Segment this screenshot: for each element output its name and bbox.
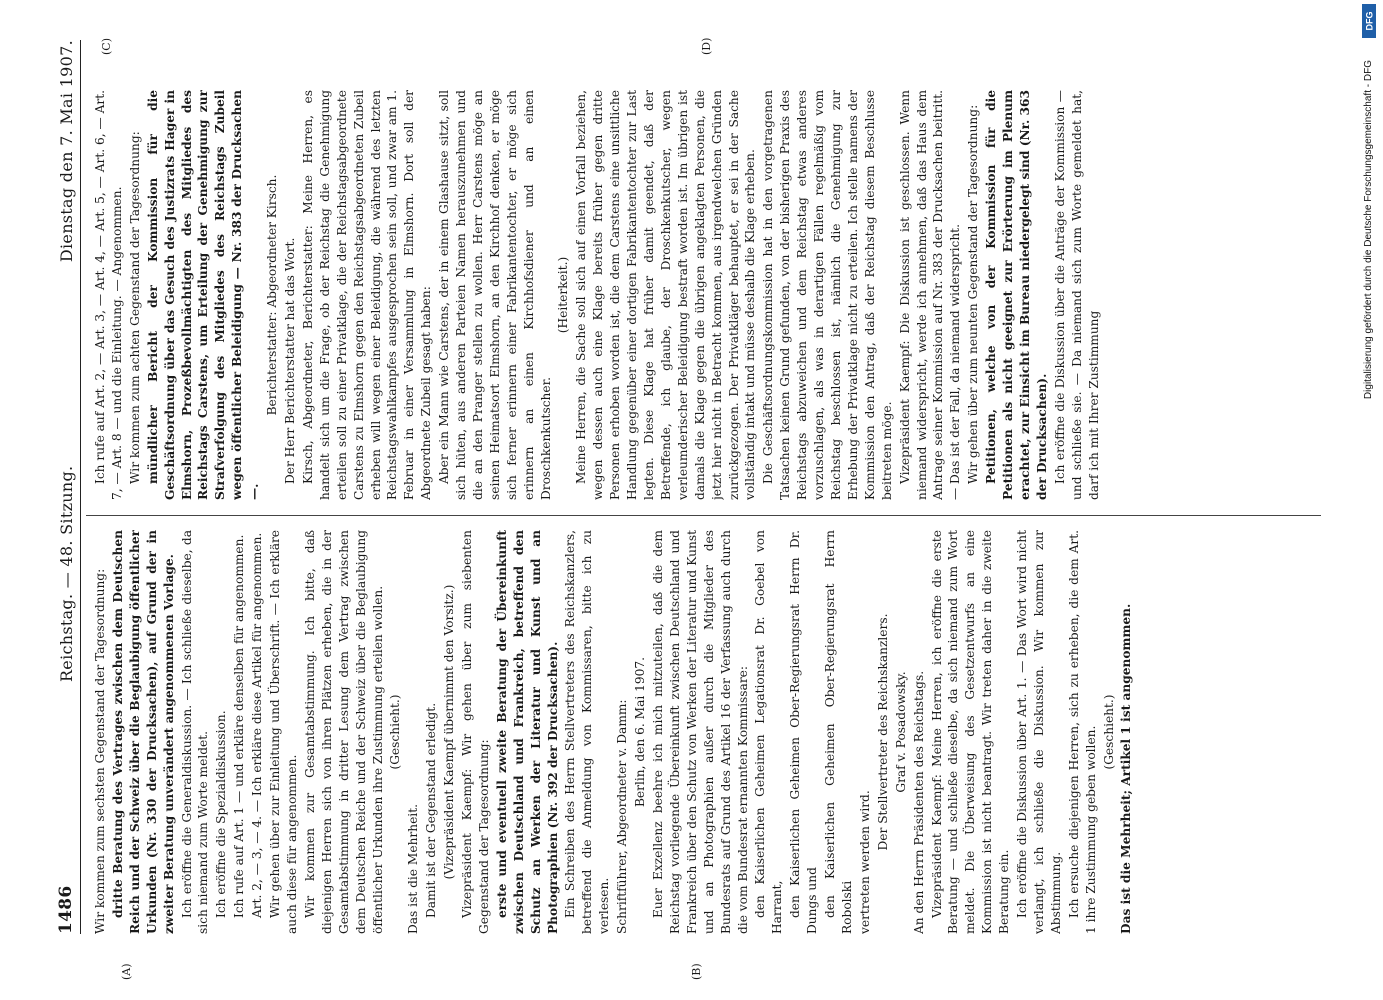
margin-mark-c: (C) xyxy=(100,38,113,55)
signature-title: Der Stellvertreter des Reichskanzlers. xyxy=(875,613,890,851)
paragraph: Wir kommen zum sechsten Gegenstand der Tagesordnung: xyxy=(93,568,107,934)
addressee: An den Herrn Präsidenten des Reichstags. xyxy=(911,670,926,934)
agenda-item: dritte Beratung des Vertrages zwischen dem Deutschen Reich und der Schweiz über die Beglaubigung öffentlicher Urkunden (Nr. 330 der Drucksachen), auf Grund der in zweiter Beratung unverändert angenommenen Vorlage. xyxy=(110,530,176,934)
paragraph: vertreten werden wird. xyxy=(857,790,872,934)
header-session: Reichstag. — 48. Sitzung. xyxy=(57,465,76,683)
speaker-paragraph: Vizepräsident Kaempf: Meine Herren, ich eröffne die erste Beratung — und schließe dieselbe, da sich niemand zum Wort meldet. Die Überweisung des Gesetzentwurfs an eine Kommission ist nicht beantragt. Wir treten daher in die zweite Beratung ein. xyxy=(929,530,1012,934)
paragraph: Damit ist der Gegenstand erledigt. xyxy=(424,702,439,918)
paragraph: Wir kommen zur Gesamtabstimmung. Ich bitte, daß diejenigen Herren sich von ihren Plätzen erheben, die in der Gesamtabstimmung in dritter Lesung dem Vertrag zwischen dem Deutschen Reiche und der Schweiz über die Beglaubigung öffentlicher Urkunden ihre Zustimmung erteilen wollen. xyxy=(302,530,385,934)
speaker-line: Schriftführer, Abgeordneter v. Damm: xyxy=(615,699,630,934)
paragraph: Wir gehen über zum neunten Gegenstand der Tagesordnung: xyxy=(966,104,981,484)
paragraph: Ein Schreiben des Herrn Stellvertreters des Reichskanzlers, betreffend die Anmeldung von Kommissaren, bitte ich zu verlesen. xyxy=(563,530,612,934)
agenda-item: Petitionen, welche von der Kommission für die Petitionen als nicht geeignet zur Erörterung im Plenum erachtet, zur Einsicht im Bureau niedergelegt sind (Nr. 363 der Drucksachen). xyxy=(984,90,1049,500)
remark: (Heiterkeit.) xyxy=(556,256,571,334)
paragraph: Das ist die Mehrheit; Artikel 1 ist angenommen. xyxy=(1119,603,1134,934)
rapporteur-line: Berichterstatter: Abgeordneter Kirsch. xyxy=(265,174,280,416)
paragraph: Wir gehen über zur Einleitung und Überschrift. — Ich erkläre auch diese für angenommen. xyxy=(268,530,299,934)
digitization-strip xyxy=(1358,0,1380,1000)
margin-mark-b: (B) xyxy=(690,963,703,980)
commissioner: den Kaiserlichen Geheimen Ober-Regierungsrat Herrn Dr. Dungs und xyxy=(788,530,820,934)
paragraph: Ich eröffne die Diskussion über Art. 1. — Das Wort wird nicht verlangt, ich schließe die Diskussion. Wir kommen zur Abstimmung. xyxy=(1015,530,1063,934)
paragraph: Ich ersuche diejenigen Herren, sich zu erheben, die dem Art. 1 ihre Zustimmung geben wollen. xyxy=(1066,530,1098,934)
paragraph: Ich eröffne die Generaldiskussion. — Ich schließe dieselbe, da sich niemand zum Worte meldet. xyxy=(179,530,211,934)
quotation: Aber ein Mann wie Carstens, der in einem Glashause sitzt, soll sich hüten, aus anderen Parteien Namen herauszunehmen und die an den Pranger stellen zu wollen. Herr Carstens möge an seinen Heimatsort Elmshorn, an den Kirchhof denken, er möge sich ferner erinnern einer Fabrikantentochter, er möge sich erinnern an einen Kirchhofsdiener und an einen Droschkenkutscher. xyxy=(437,90,553,500)
dfg-logo: DFG xyxy=(1362,4,1376,38)
header-rule xyxy=(80,40,81,934)
digitization-note: Digitalisierung gefördert durch die Deutsche Forschungsgemeinschaft - DFG xyxy=(1363,60,1374,400)
margin-mark-a: (A) xyxy=(120,963,133,980)
paragraph: Meine Herren, die Sache soll sich auf einen Vorfall beziehen, wegen dessen auch eine Klage bereits früher gegen dritte Personen erhoben worden ist, die dem Carstens eine unsittliche Handlung gegenüber einer dortigen Fabrikantentochter zur Last legten. Diese Klage hat früher damit geendet, daß der Betreffende, ich glaube, der Droschkenkutscher, wegen verleumderischer Beleidigung bestraft worden ist. Im übrigen ist damals die Klage gegen die übrigen angeklagten Personen, die jetzt hier nicht in Betracht kommen, aus irgendwelchen Gründen zurückgezogen. Der Privatkläger behauptet, er sei in der Sache vollständig intakt und müsse deshalb die Klage erheben. xyxy=(574,90,758,500)
paragraph: Ich rufe auf Art. 1 — und erkläre denselben für angenommen. xyxy=(232,534,247,918)
header-date: Dienstag den 7. Mai 1907. xyxy=(57,40,76,263)
paragraph: Ich eröffne die Spezialdiskussion. xyxy=(214,710,229,918)
speaker-paragraph: Vizepräsident Kaempf: Wir gehen über zum siebenten Gegenstand der Tagesordnung: xyxy=(460,530,491,934)
paragraph: Art. 2, — 3, — 4. — Ich erkläre diese Artikel für angenommen. xyxy=(250,532,265,918)
right-column xyxy=(92,90,1317,500)
paragraph: Wir kommen zum achten Gegenstand der Tagesordnung: xyxy=(127,131,142,484)
signature-name: Graf v. Posadowsky. xyxy=(893,671,908,793)
agenda-item: erste und eventuell zweite Beratung der Übereinkunft zwischen Deutschland und Frankreich, betreffend den Schutz an Werken der Literatur und Kunst und an Photographien (Nr. 392 der Drucksachen). xyxy=(494,530,560,934)
left-column xyxy=(92,530,1317,934)
column-divider xyxy=(86,515,1321,516)
remark: (Geschieht.) xyxy=(1101,694,1116,770)
paragraph: Das ist die Mehrheit. xyxy=(406,804,421,934)
page-number: 1486 xyxy=(56,885,76,934)
remark: (Vizepräsident Kaempf übernimmt den Vorsitz.) xyxy=(442,584,457,880)
margin-mark-d: (D) xyxy=(700,37,713,55)
paragraph: Die Geschäftsordnungskommission hat in den vorgetragenen Tatsachen keinen Grund gefunden, von der bisherigen Praxis des Reichstags abzuweichen und dem Reichstag etwas anderes vorzuschlagen, als was in derartigen Fällen regelmäßig vom Reichstag beschlossen ist, nämlich die Genehmigung zur Erhebung der Privatklage nicht zu erteilen. Ich stelle namens der Kommission den Antrag, daß der Reichstag diesem Beschlusse beitreten möge. xyxy=(761,90,894,500)
speaker-paragraph: Kirsch, Abgeordneter, Berichterstatter: Meine Herren, es handelt sich um die Frage, ob der Reichstag die Genehmigung erteilen soll zu einer Privatklage, die der Reichstagsabgeordnete Carstens zu Elmshorn gegen den Reichstagsabgeordneten Zubeil erheben will wegen einer Beleidigung, die während des letzten Reichstagswahlkampfes ausgesprochen sein soll, und zwar am 1. Februar in einer Versammlung in Elmshorn. Dort soll der Abgeordnete Zubeil gesagt haben: xyxy=(300,90,434,500)
commissioner: den Kaiserlichen Geheimen Legationsrat Dr. Goebel von Harrant, xyxy=(753,530,785,934)
remark: (Geschieht.) xyxy=(388,694,403,770)
letter-date: Berlin, den 6. Mai 1907. xyxy=(633,656,648,808)
paragraph: Der Herr Berichterstatter hat das Wort. xyxy=(282,237,297,484)
agenda-item: mündlicher Bericht der Kommission für die Geschäftsordnung über das Gesuch des Justizrats Hager in Elmshorn, Prozeßbevollmächtigten des Mitgliedes des Reichstags Carstens, um Erteilung der Genehmigung zur Strafverfolgung des Mitgliedes des Reichstags Zubeil wegen öffentlicher Beleidigung — Nr. 383 der Drucksachen —. xyxy=(145,90,262,500)
letter-body: Euer Exzellenz beehre ich mich mitzuteilen, daß die dem Reichstag vorliegende Übereinkunft zwischen Deutschland und Frankreich über den Schutz von Werken der Literatur und Kunst und an Photographien außer durch die Mitglieder des Bundesrats auf Grund des Artikel 16 der Verfassung auch durch die vom Bundesrat ernannten Kommissare: xyxy=(651,530,750,934)
speaker-paragraph: Vizepräsident Kaempf: Die Diskussion ist geschlossen. Wenn niemand widerspricht, werde ich annehmen, daß das Haus dem Antrage seiner Kommission auf Nr. 383 der Drucksachen beitritt. — Das ist der Fall, da niemand widerspricht. xyxy=(897,90,963,500)
page-header xyxy=(42,40,76,934)
paragraph: Ich eröffne die Diskussion über die Anträge der Kommission — und schließe sie. — Da niemand sich zum Worte gemeldet hat, darf ich mit Ihrer Zustimmung xyxy=(1052,90,1101,500)
commissioner: den Kaiserlichen Geheimen Ober-Regierungsrat Herrn Robolski xyxy=(823,530,854,934)
paragraph: Ich rufe auf Art. 2, — Art. 3, — Art. 4, — Art. 5, — Art. 6, — Art. 7, — Art. 8 — und die Einleitung. — Angenommen. xyxy=(93,90,124,500)
